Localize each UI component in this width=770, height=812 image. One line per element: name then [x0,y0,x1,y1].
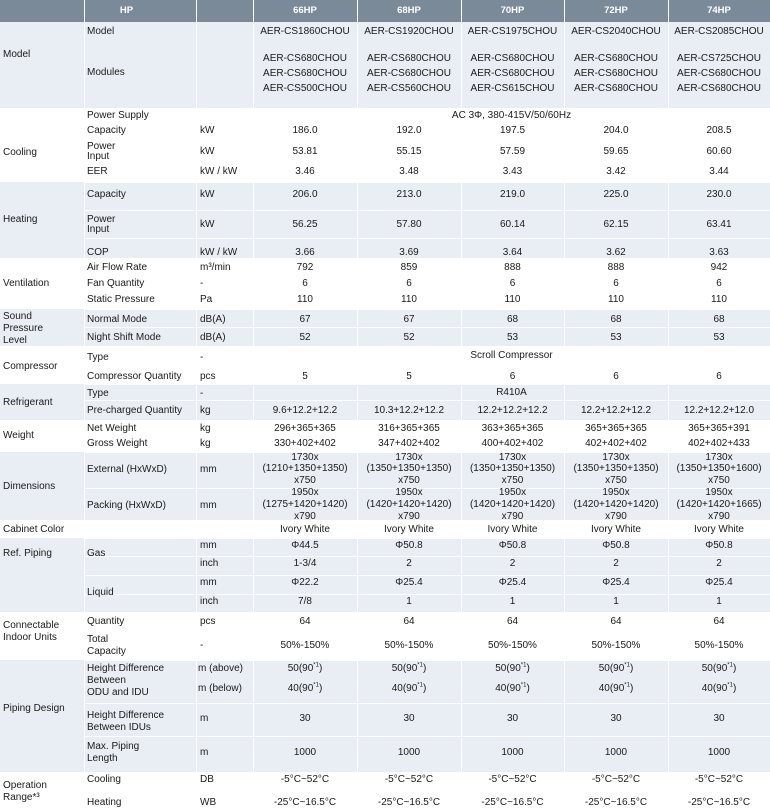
cell-heat-pi-2: 57.80 [396,219,422,230]
cell-cool-cap-1: 186.0 [292,125,318,136]
span-compressor-type: Scroll Compressor [470,350,553,361]
cell-pack1-3: 1950x [498,487,527,498]
cell-model-4: AER-CS2040CHOU [571,26,661,37]
cell-net-5: 365+365+391 [688,423,750,434]
cell-eer-2: 3.48 [399,166,419,177]
section-cabinet: Cabinet Color [3,524,65,535]
cell-fanqty-3: 6 [509,278,516,289]
cell-ext3-3: x750 [501,475,524,486]
label-cooling-power-1: Power [87,141,116,152]
cell-gross-5: 402+402+433 [688,438,750,449]
cell-airflow-3: 888 [504,262,521,273]
cell-hd-above-3: 50(90$^{*1}$) [495,662,530,674]
cell-net-3: 363+365+365 [481,423,544,434]
header-hp: HP [119,5,134,16]
cell-compqty-3: 6 [509,371,516,382]
label-external: External (HxWxD) [87,464,168,475]
cell-heat-pi-5: 63.41 [706,219,732,230]
cell-hdi-5: 30 [713,713,725,724]
cell-ext2-2: (1350+1350+1350) [366,463,452,474]
cell-hd-above-2: 50(90$^{*1}$) [391,662,427,674]
cell-normal-1: 67 [299,314,311,325]
cell-liq-in-5: 1 [716,596,722,607]
cell-cool-pi-4: 59.65 [603,146,629,157]
label-hdi-1: Height Difference [87,710,165,721]
section-sound-1: Sound [3,311,32,322]
cell-gas-in-2: 2 [406,558,412,569]
unit-liq-inch: inch [200,596,219,607]
cell-ext1-1: 1730x [291,452,319,463]
unit-db: DB [200,774,214,785]
label-eer: EER [87,166,108,177]
label-net-weight: Net Weight [87,423,137,434]
unit-cool-cap: kW [200,125,215,136]
unit-m-below: m (below) [198,683,242,694]
cell-pack1-1: 1950x [291,487,319,498]
cell-hd-below-1: 40(90$^{*1}$) [287,682,323,694]
cell-cop-1: 3.66 [295,247,315,258]
unit-hdi: m [200,713,209,724]
cell-total-cap-5: 50%-150% [694,640,744,651]
unit-static: Pa [200,294,213,305]
label-normal: Normal Mode [87,314,148,325]
unit-external: mm [200,464,217,475]
cell-cop-2: 3.69 [399,247,419,258]
footnote-marker: *1 [624,682,630,689]
cell-gross-3: 400+402+402 [481,438,544,449]
section-model: Model [3,49,31,60]
label-hd-1: Height Difference [87,663,165,674]
cell-hdi-3: 30 [506,713,519,724]
header-model-74hp: 74HP [707,5,731,16]
unit-comp-qty: pcs [200,371,216,382]
cell-ext1-5: 1730x [705,452,733,463]
footnote-marker: *1 [520,662,527,669]
label-op-heating: Heating [87,797,122,808]
cell-normal-5: 68 [713,314,725,325]
section-heating: Heating [3,214,38,225]
section-operation-1: Operation [3,780,47,791]
cell-pack1-5: 1950x [705,487,733,498]
cell-fanqty-5: 6 [716,278,722,289]
unit-comp-type: - [200,352,204,363]
section-ventilation: Ventilation [3,278,50,289]
cell-idu-qty-4: 64 [610,616,622,627]
cell-hdi-4: 30 [610,713,622,724]
cell-ext2-5: (1350+1350+1600) [676,463,762,474]
span-refrigerant-type: R410A [496,387,527,398]
cell-net-2: 316+365+365 [378,423,440,434]
cell-night-5: 53 [713,332,725,343]
cell-night-1: 52 [299,332,311,343]
cell-cop-5: 3.63 [709,247,729,258]
label-maxpipe-2: Length [87,753,118,764]
cell-hd-below-3: 40(90$^{*1}$) [495,682,530,694]
cell-cop-3: 3.64 [502,247,523,258]
cell-mod2-4: AER-CS680CHOU [574,68,658,79]
cell-airflow-5: 942 [710,262,728,273]
cell-precharged-4: 12.2+12.2+12.2 [580,405,652,416]
section-compressor: Compressor [3,361,58,372]
footnote-marker: *1 [417,662,423,669]
cell-night-3: 53 [506,332,519,343]
cell-ext2-1: (1210+1350+1350) [262,463,348,474]
label-hd-3: ODU and IDU [87,687,149,698]
cell-hd-below-5: 40(90$^{*1}$) [701,682,737,694]
cell-mod2-3: AER-CS680CHOU [470,68,555,79]
cell-maxpipe-4: 1000 [604,747,628,758]
section-cooling: Cooling [3,147,37,158]
cell-mod1-4: AER-CS680CHOU [574,53,658,64]
section-ref-piping: Ref. Piping [3,548,52,559]
header-model-68hp: 68HP [397,5,421,16]
cell-cool-cap-3: 197.5 [499,125,526,136]
cell-airflow-4: 888 [607,262,625,273]
cell-heat-pi-1: 56.25 [292,219,318,230]
header-model-72hp: 72HP [604,5,628,16]
cell-compqty-5: 6 [716,371,722,382]
cell-cool-pi-3: 57.59 [499,146,526,157]
label-gross-weight: Gross Weight [87,438,148,449]
cell-gas-mm-3: Φ50.8 [498,540,527,551]
label-static: Static Pressure [87,294,155,305]
cell-pack3-2: x790 [398,511,420,522]
label-maxpipe-1: Max. Piping [87,741,140,752]
cell-idu-qty-5: 64 [713,616,725,627]
footnote-marker: *1 [624,662,630,669]
cell-precharged-2: 10.3+12.2+12.2 [373,405,445,416]
section-connectable-1: Connectable [3,620,60,631]
unit-cop: kW / kW [200,247,238,258]
cell-hd-above-1: 50(90$^{*1}$) [287,662,323,674]
cell-op-cool-3: -5°C~52°C [488,774,537,785]
cell-precharged-5: 12.2+12.2+12.0 [683,405,755,416]
cell-pack1-4: 1950x [602,487,630,498]
cell-liq-in-3: 1 [509,596,516,607]
cell-liq-mm-4: Φ25.4 [602,577,630,588]
cell-mod3-1: AER-CS500CHOU [263,83,347,94]
cell-pack3-3: x790 [501,511,524,522]
section-sound-3: Level [3,335,27,346]
cell-ext3-2: x750 [398,475,420,486]
unit-total-cap: - [200,640,204,651]
cell-normal-4: 68 [610,314,622,325]
label-cooling-capacity: Capacity [87,125,126,136]
cell-net-1: 296+365+365 [274,423,336,434]
cell-gross-2: 347+402+402 [378,438,440,449]
cell-airflow-1: 792 [296,262,314,273]
cell-heat-cap-5: 230.0 [706,189,732,200]
header-model-70hp: 70HP [500,5,525,16]
cell-pack3-1: x790 [294,511,316,522]
cell-pack2-4: (1420+1420+1420) [573,499,659,510]
cell-normal-2: 67 [403,314,415,325]
cell-gas-mm-5: Φ50.8 [705,540,733,551]
label-precharged: Pre-charged Quantity [87,405,183,416]
label-hd-2: Between [87,675,126,686]
label-gas: Gas [87,548,106,559]
cell-cool-cap-5: 208.5 [706,125,732,136]
span-power-supply: AC 3Φ, 380-415V/50/60Hz [451,110,572,121]
cell-cabinet-2: Ivory White [383,524,434,535]
cell-gas-in-5: 2 [716,558,722,569]
footnote-marker: *1 [417,682,423,689]
cell-gas-in-3: 2 [509,558,516,569]
unit-liq-mm: mm [200,577,217,588]
cell-op-cool-5: -5°C~52°C [694,774,744,785]
cell-mod1-3: AER-CS680CHOU [470,53,555,64]
unit-maxpipe: m [200,747,209,758]
cell-pack2-1: (1275+1420+1420) [262,499,348,510]
cell-compqty-4: 6 [613,371,619,382]
unit-wb: WB [200,797,217,808]
cell-heat-cap-4: 225.0 [603,189,629,200]
cell-idu-qty-1: 64 [299,616,311,627]
cell-ext3-1: x750 [294,475,316,486]
label-heating-capacity: Capacity [87,189,126,200]
label-comp-type: Type [87,352,109,363]
unit-idu-qty: pcs [200,616,216,627]
unit-night: dB(A) [200,332,226,343]
cell-model-3: AER-CS1975CHOU [467,26,558,37]
cell-model-1: AER-CS1860CHOU [260,26,350,37]
header-model-66hp: 66HP [293,5,317,16]
cell-static-3: 110 [504,294,521,305]
cell-op-heat-5: -25°C~16.5°C [687,797,751,808]
cell-ext1-3: 1730x [498,452,527,463]
cell-hdi-2: 30 [403,713,415,724]
cell-heat-cap-2: 213.0 [396,189,422,200]
label-cooling-power-2: Input [87,151,110,162]
label-idu-quantity: Quantity [87,616,125,627]
cell-cabinet-5: Ivory White [693,524,744,535]
cell-hdi-1: 30 [299,713,311,724]
cell-ext3-5: x750 [708,475,730,486]
cell-fanqty-1: 6 [302,278,308,289]
cell-op-cool-4: -5°C~52°C [591,774,641,785]
cell-maxpipe-1: 1000 [293,747,317,758]
cell-mod2-2: AER-CS680CHOU [367,68,451,79]
cell-mod1-1: AER-CS680CHOU [263,53,347,64]
cell-static-2: 110 [401,294,417,305]
cell-pack3-4: x790 [605,511,627,522]
cell-compqty-2: 5 [406,371,412,382]
unit-m-above: m (above) [198,663,244,674]
cell-liq-mm-1: Φ22.2 [291,577,319,588]
unit-gross: kg [200,438,211,449]
cell-static-4: 110 [608,294,624,305]
cell-normal-3: 68 [506,314,519,325]
cell-mod3-4: AER-CS680CHOU [574,83,658,94]
label-air-flow: Air Flow Rate [87,262,148,273]
cell-liq-in-1: 7/8 [298,596,312,607]
label-modules: Modules [87,67,125,78]
cell-heat-cap-1: 206.0 [292,189,318,200]
cell-cool-cap-2: 192.0 [396,125,422,136]
cell-op-heat-2: -25°C~16.5°C [377,797,441,808]
section-dimensions: Dimensions [3,481,56,492]
unit-gas-mm: mm [200,540,217,551]
cell-liq-in-2: 1 [406,596,412,607]
cell-cool-pi-1: 53.81 [292,146,318,157]
cell-eer-5: 3.44 [709,166,729,177]
label-op-cooling: Cooling [87,774,121,785]
cell-ext3-4: x750 [605,475,627,486]
footnote-marker: *1 [727,682,733,689]
cell-static-1: 110 [297,294,313,305]
cell-cabinet-1: Ivory White [279,524,330,535]
cell-net-4: 365+365+365 [585,423,647,434]
cell-liq-in-4: 1 [613,596,619,607]
cell-mod2-5: AER-CS680CHOU [677,68,761,79]
unit-fan: - [200,278,204,289]
cell-cool-cap-4: 204.0 [603,125,629,136]
cell-gas-mm-2: Φ50.8 [395,540,423,551]
section-operation-2: Range*³ [3,792,40,803]
footnote-marker: *1 [313,682,319,689]
cell-cabinet-3: Ivory White [487,524,538,535]
label-heating-power-2: Input [87,224,110,235]
cell-ext1-2: 1730x [395,452,423,463]
cell-fanqty-2: 6 [406,278,412,289]
label-night: Night Shift Mode [87,332,161,343]
label-packing: Packing (HxWxD) [87,500,166,511]
label-power-supply: Power Supply [87,110,149,121]
label-total-1: Total [87,634,109,645]
cell-idu-qty-3: 64 [506,616,519,627]
unit-airflow: m³/min [200,262,231,273]
cell-mod3-3: AER-CS615CHOU [470,83,555,94]
unit-gas-inch: inch [200,558,219,569]
label-hdi-2: Between IDUs [87,722,151,733]
cell-model-5: AER-CS2085CHOU [674,26,764,37]
cell-op-heat-4: -25°C~16.5°C [584,797,648,808]
cell-liq-mm-3: Φ25.4 [498,577,527,588]
section-sound-2: Pressure [3,323,44,334]
unit-heat-cap: kW [200,189,215,200]
cell-maxpipe-5: 1000 [707,747,731,758]
label-comp-qty: Compressor Quantity [87,371,182,382]
cell-total-cap-2: 50%-150% [384,640,434,651]
cell-cop-4: 3.62 [606,247,626,258]
section-weight: Weight [3,430,34,441]
cell-total-cap-1: 50%-150% [280,640,330,651]
unit-net: kg [200,423,211,434]
cell-gross-1: 330+402+402 [274,438,336,449]
cell-mod3-2: AER-CS560CHOU [367,83,451,94]
label-ref-type: Type [87,388,109,399]
cell-heat-pi-3: 60.14 [499,219,526,230]
cell-heat-pi-4: 62.15 [603,219,629,230]
cell-liq-mm-5: Φ25.4 [705,577,733,588]
cell-eer-1: 3.46 [295,166,315,177]
cell-mod2-1: AER-CS680CHOU [263,68,347,79]
unit-eer: kW / kW [200,166,238,177]
cell-precharged-3: 12.2+12.2+12.2 [477,405,548,416]
label-fan-qty: Fan Quantity [87,278,145,289]
unit-ref-type: - [200,388,204,399]
cell-fanqty-4: 6 [613,278,619,289]
cell-gas-mm-4: Φ50.8 [602,540,630,551]
cell-liq-mm-2: Φ25.4 [395,577,423,588]
cell-ext2-3: (1350+1350+1350) [469,463,556,474]
cell-pack2-3: (1420+1420+1420) [469,499,556,510]
cell-mod1-5: AER-CS725CHOU [677,53,761,64]
cell-eer-3: 3.43 [502,166,523,177]
cell-night-2: 52 [403,332,415,343]
cell-pack2-5: (1420+1420+1665) [676,499,762,510]
cell-compqty-1: 5 [302,371,308,382]
section-refrigerant: Refrigerant [3,397,53,408]
cell-gas-mm-1: Φ44.5 [291,540,319,551]
unit-packing: mm [200,500,217,511]
section-connectable-2: Indoor Units [3,632,57,643]
cell-hd-above-5: 50(90$^{*1}$) [701,662,737,674]
cell-total-cap-4: 50%-150% [591,640,641,651]
unit-precharged: kg [200,405,211,416]
cell-static-5: 110 [711,294,727,305]
cell-maxpipe-3: 1000 [501,747,524,758]
footnote-marker: *1 [313,662,319,669]
cell-total-cap-3: 50%-150% [488,640,537,651]
label-model: Model [87,26,115,37]
cell-hd-below-4: 40(90$^{*1}$) [598,682,634,694]
cell-gas-in-4: 2 [613,558,619,569]
cell-cabinet-4: Ivory White [590,524,641,535]
cell-ext1-4: 1730x [602,452,630,463]
cell-cool-pi-2: 55.15 [396,146,422,157]
unit-cool-pi: kW [200,146,215,157]
cell-pack2-2: (1420+1420+1420) [366,499,452,510]
cell-op-cool-2: -5°C~52°C [384,774,434,785]
cell-night-4: 53 [610,332,622,343]
cell-hd-below-2: 40(90$^{*1}$) [391,682,427,694]
cell-mod3-5: AER-CS680CHOU [677,83,761,94]
cell-ext2-4: (1350+1350+1350) [573,463,659,474]
cell-pack1-2: 1950x [395,487,423,498]
cell-pack3-5: x790 [708,511,730,522]
footnote-marker: *1 [727,662,733,669]
table-header [0,0,770,22]
cell-gross-4: 402+402+402 [585,438,647,449]
cell-op-heat-1: -25°C~16.5°C [273,797,337,808]
cell-eer-4: 3.42 [606,166,626,177]
cell-idu-qty-2: 64 [403,616,415,627]
cell-op-cool-1: -5°C~52°C [280,774,330,785]
section-piping-design: Piping Design [3,703,65,714]
cell-maxpipe-2: 1000 [397,747,421,758]
cell-gas-in-1: 1-3/4 [293,558,317,569]
unit-normal: dB(A) [200,314,226,325]
cell-precharged-1: 9.6+12.2+12.2 [272,405,338,416]
cell-airflow-2: 859 [400,262,418,273]
label-cop: COP [87,247,109,258]
label-total-2: Capacity [87,646,126,657]
footnote-marker: *1 [520,682,527,689]
cell-cool-pi-5: 60.60 [706,146,732,157]
label-heating-power-1: Power [87,214,116,225]
cell-heat-cap-3: 219.0 [499,189,526,200]
cell-mod1-2: AER-CS680CHOU [367,53,451,64]
label-liquid: Liquid [87,587,114,598]
cell-model-2: AER-CS1920CHOU [364,26,454,37]
cell-hd-above-4: 50(90$^{*1}$) [598,662,634,674]
cell-op-heat-3: -25°C~16.5°C [481,797,544,808]
unit-heat-pi: kW [200,219,215,230]
